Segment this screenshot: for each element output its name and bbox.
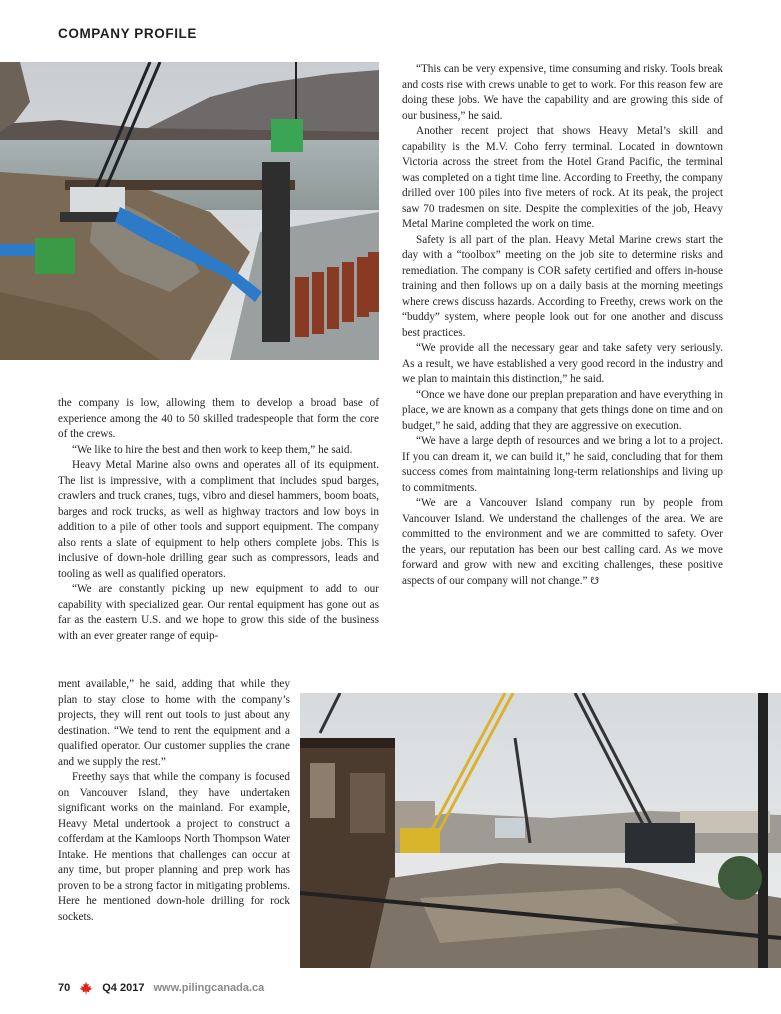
ferry-terminal-photo (300, 693, 781, 968)
closing-paragraph-text: “We are a Vancouver Island company run by people from Vancouver Island. We understand the challenges of the area. We are committed to the environment and we are committed to safety. Over the years, our reputation has been our best calling card. As we move forward and grow with new and exciting challenges, these positive aspects of our company will not change.” (402, 497, 723, 587)
paragraph (402, 496, 723, 589)
section-label: COMPANY PROFILE (58, 26, 198, 41)
end-of-article-icon: ☋ (590, 575, 600, 587)
page-footer (58, 980, 264, 996)
maple-leaf-icon (79, 981, 93, 995)
paragraph: Heavy Metal Marine also owns and operates all of its equipment. The list is impressive, with a compliment that includes spud barges, crawlers and truck cranes, tugs, vibro and diesel hammers, boom boats, barges and rock trucks, as well as highway tractors and low boys in addition to a pile of other tools and support equipment. The company also rents a slate of equipment to help others complete jobs. This is inclusive of down-hole drilling gear such as compressors, leads and tooling as well as qualified operators. (58, 459, 379, 580)
paragraph: “We have a large depth of resources and we bring a lot to a project. If you can dream it, we can build it,” he said, concluding that for them success comes from maintaining long-term relationships and living up to commitments. (402, 435, 723, 494)
website-link[interactable]: www.pilingcanada.ca (153, 982, 265, 994)
paragraph: “Once we have done our preplan preparation and have everything in place, we are known as a company that gets things done on time and on budget,” he said, adding that they are aggressive on execution. (402, 388, 723, 432)
page-number: 70 (58, 982, 71, 994)
article-column-left-lower (58, 677, 290, 925)
paragraph: “We like to hire the best and then work to keep them,” he said. (72, 443, 353, 456)
paragraph: the company is low, allowing them to develop a broad base of experience among the 40 to 50 skilled tradespeople that form the core of the crews. (58, 397, 379, 440)
issue-label: Q4 2017 (102, 982, 145, 994)
paragraph: ment available,” he said, adding that while they plan to stay close to home with the company’s projects, they will rent out tools to just about any destination. “We tend to rent the equipment and a qualified operator. Our customer supplies the crane and we supply the rest.” (58, 678, 290, 768)
paragraph: Another recent project that shows Heavy Metal’s skill and capability is the M.V. Coho ferry terminal. Located in downtown Victoria across the street from the Hotel Grand Pacific, the terminal was completed on a tight time line. According to Freethy, the company drilled over 100 piles into five meters of rock. At its peak, the project saw 70 tradesmen on site. Despite the complexities of the job, Heavy Metal Marine completed the work on time. (402, 125, 723, 230)
article-column-left-upper (58, 396, 379, 644)
article-column-right (402, 62, 723, 589)
paragraph: Safety is all part of the plan. Heavy Metal Marine crews start the day with a “toolbox” meeting on the job site to determine risks and remediation. The company is COR safety certified and offers in-house training and then follows up on a daily basis at the morning meetings where crews discuss hazards. According to Freethy, crews work on the “buddy” system, where people look out for one another and discuss best practices. (402, 233, 723, 339)
paragraph: “We are constantly picking up new equipment to add to our capability with specialized gear. Our rental equipment has gone out as far as the eastern U.S. and we hope to grow this side of the business with an ever greater range of equip- (58, 583, 379, 642)
paragraph: “We provide all the necessary gear and take safety very seriously. As a result, we have established a very good record in the industry and we plan to maintain this distinction,” he said. (402, 342, 723, 385)
paragraph: Freethy says that while the company is focused on Vancouver Island, they have undertaken significant works on the mainland. For example, Heavy Metal undertook a project to construct a cofferdam at the Kamloops North Thompson Water Intake. He mentions that challenges can occur at any time, but proper planning and prep work has proven to be a strong factor in mitigating problems. Here he mentioned down-hole drilling for rock sockets. (58, 771, 290, 923)
cofferdam-photo (0, 62, 379, 360)
paragraph: “This can be very expensive, time consuming and risky. Tools break and costs rise with crews unable to get to work. For this reason few are doing these jobs. We have the capability and are growing this side of our business,” he said. (402, 63, 723, 122)
